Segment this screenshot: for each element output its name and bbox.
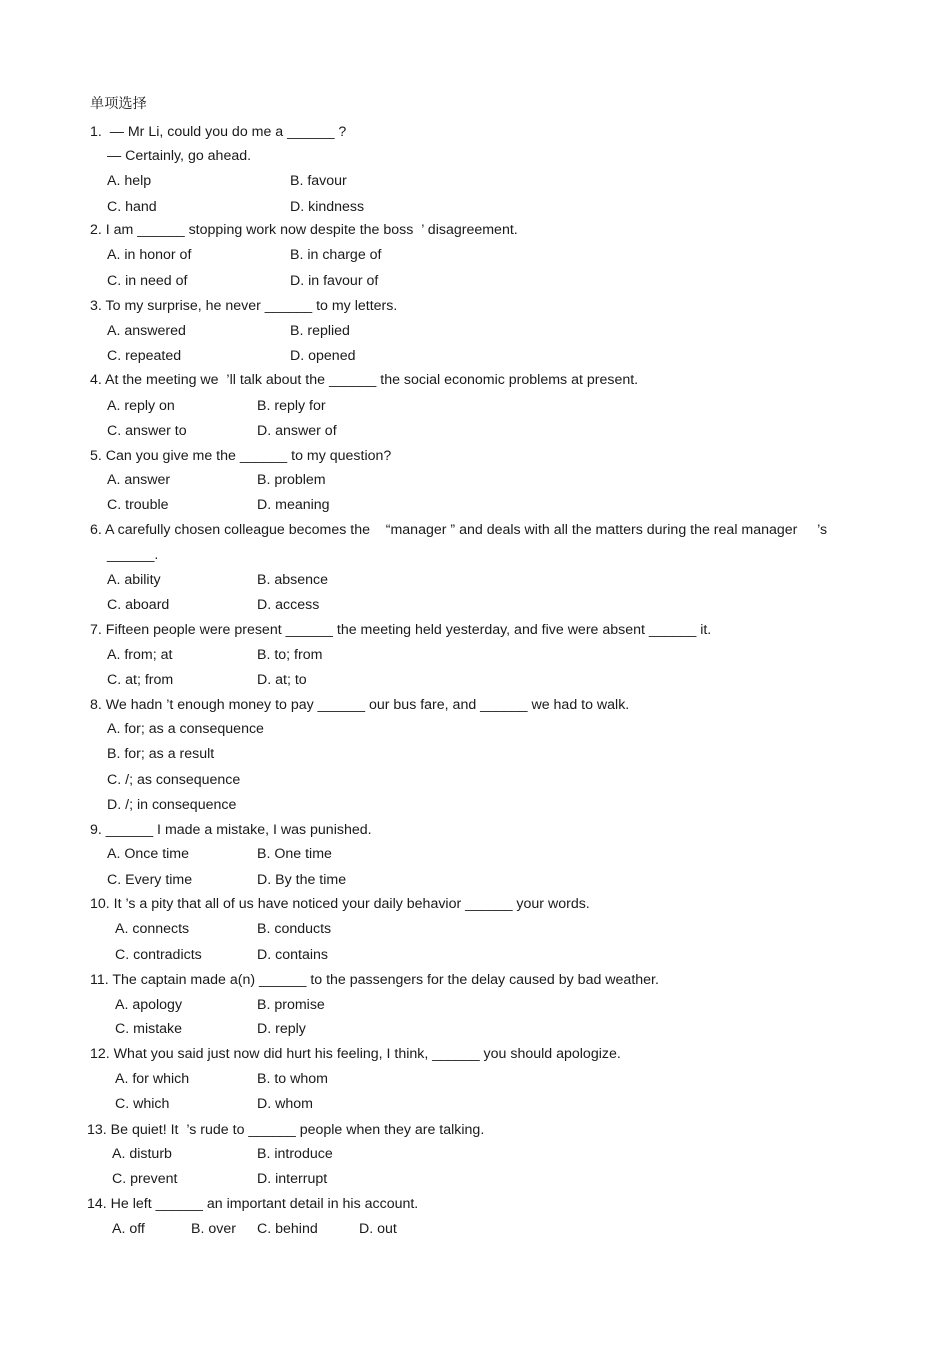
- option-a: A. for; as a consequence: [107, 721, 264, 737]
- option-a: A. connects: [115, 921, 190, 937]
- option-a: A. Once time: [107, 846, 190, 862]
- question-prompt: 5. Can you give me the ______ to my question?: [90, 448, 392, 464]
- question-prompt: 9. ______ I made a mistake, I was punished.: [90, 822, 372, 838]
- option-a: A. ability: [107, 572, 161, 588]
- option-b: B. One time: [257, 846, 332, 862]
- option-a: A. for which: [115, 1071, 190, 1087]
- question-prompt: 7. Fifteen people were present ______ the meeting held yesterday, and five were absent ______ it.: [90, 622, 712, 638]
- option-a: A. disturb: [112, 1146, 172, 1162]
- option-c: C. /; as consequence: [107, 772, 241, 788]
- option-c: C. hand: [107, 199, 157, 215]
- option-c: C. behind: [257, 1221, 318, 1237]
- question-prompt: 4. At the meeting we ’ll talk about the ______ the social economic problems at present.: [90, 372, 639, 388]
- option-a: A. in honor of: [107, 247, 192, 263]
- option-b: B. replied: [290, 323, 350, 339]
- option-a: A. help: [107, 173, 152, 189]
- option-c: C. at; from: [107, 672, 174, 688]
- option-b: B. to whom: [257, 1071, 328, 1087]
- option-d: D. meaning: [257, 497, 330, 513]
- question-prompt: 2. I am ______ stopping work now despite the boss ’ disagreement.: [90, 222, 518, 238]
- option-d: D. out: [359, 1221, 397, 1237]
- question-prompt: 10. It ’s a pity that all of us have noticed your daily behavior ______ your words.: [90, 896, 590, 912]
- option-a: A. answer: [107, 472, 171, 488]
- option-b: B. for; as a result: [107, 746, 215, 762]
- option-d: D. access: [257, 597, 320, 613]
- question-prompt: 13. Be quiet! It ’s rude to ______ people when they are talking.: [87, 1122, 485, 1138]
- option-a: A. answered: [107, 323, 186, 339]
- option-b: B. promise: [257, 997, 325, 1013]
- option-b: B. in charge of: [290, 247, 382, 263]
- section-title: 单项选择: [90, 96, 147, 112]
- option-c: C. aboard: [107, 597, 170, 613]
- option-b: B. conducts: [257, 921, 332, 937]
- option-c: C. answer to: [107, 423, 187, 439]
- option-d: D. at; to: [257, 672, 307, 688]
- option-c: C. Every time: [107, 872, 193, 888]
- question-prompt: 8. We hadn ’t enough money to pay ______ our bus fare, and ______ we had to walk.: [90, 697, 630, 713]
- option-b: B. over: [191, 1221, 236, 1237]
- question-prompt: 6. A carefully chosen colleague becomes the “manager ” and deals with all the matters during the real manager ’s: [90, 522, 828, 538]
- question-prompt-continuation: ______.: [107, 547, 159, 563]
- option-b: B. reply for: [257, 398, 326, 414]
- question-prompt: 3. To my surprise, he never ______ to my letters.: [90, 298, 398, 314]
- question-prompt: 11. The captain made a(n) ______ to the passengers for the delay caused by bad weather.: [90, 972, 659, 988]
- option-c: C. in need of: [107, 273, 188, 289]
- option-d: D. answer of: [257, 423, 337, 439]
- option-d: D. whom: [257, 1096, 313, 1112]
- option-d: D. By the time: [257, 872, 347, 888]
- option-c: C. trouble: [107, 497, 169, 513]
- option-b: B. introduce: [257, 1146, 333, 1162]
- option-c: C. which: [115, 1096, 170, 1112]
- option-d: D. opened: [290, 348, 356, 364]
- option-c: C. prevent: [112, 1171, 178, 1187]
- option-d: D. reply: [257, 1021, 306, 1037]
- question-prompt: 1. — Mr Li, could you do me a ______ ?: [90, 124, 347, 140]
- option-d: D. in favour of: [290, 273, 379, 289]
- option-c: C. contradicts: [115, 947, 202, 963]
- option-d: D. contains: [257, 947, 328, 963]
- option-a: A. from; at: [107, 647, 173, 663]
- option-d: D. interrupt: [257, 1171, 328, 1187]
- question-dialogue-line: — Certainly, go ahead.: [107, 148, 252, 164]
- option-b: B. favour: [290, 173, 347, 189]
- option-d: D. kindness: [290, 199, 365, 215]
- option-c: C. mistake: [115, 1021, 183, 1037]
- option-b: B. absence: [257, 572, 328, 588]
- option-a: A. off: [112, 1221, 145, 1237]
- option-b: B. to; from: [257, 647, 323, 663]
- option-a: A. reply on: [107, 398, 175, 414]
- option-d: D. /; in consequence: [107, 797, 237, 813]
- question-prompt: 12. What you said just now did hurt his feeling, I think, ______ you should apologize.: [90, 1046, 621, 1062]
- option-b: B. problem: [257, 472, 326, 488]
- question-prompt: 14. He left ______ an important detail in his account.: [87, 1196, 419, 1212]
- option-c: C. repeated: [107, 348, 182, 364]
- option-a: A. apology: [115, 997, 183, 1013]
